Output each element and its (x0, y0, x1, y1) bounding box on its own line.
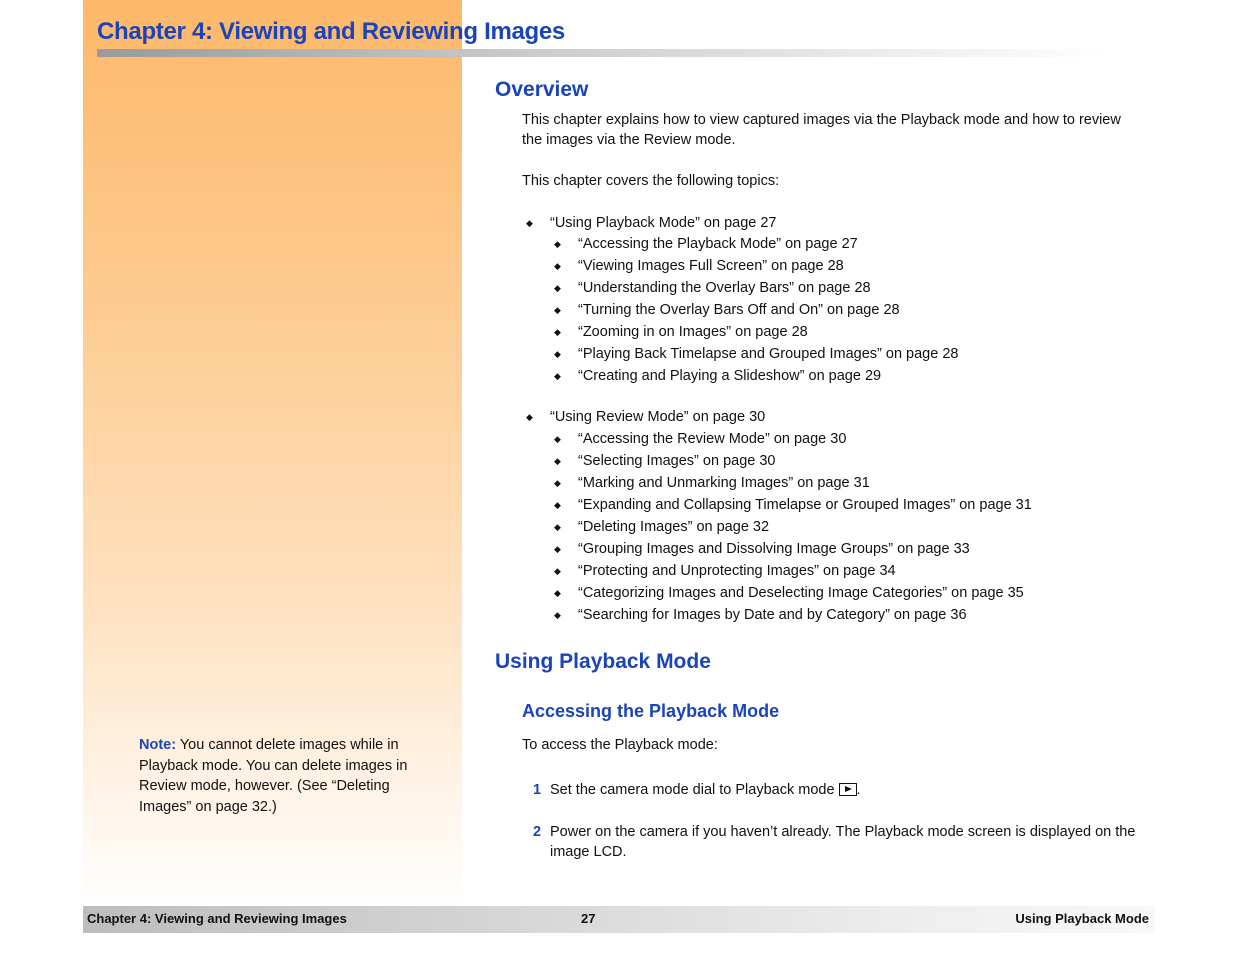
diamond-bullet-icon: ◆ (554, 588, 561, 598)
page-footer (83, 906, 1155, 933)
toc-subitem[interactable]: ◆ “Accessing the Playback Mode” on page 27 (578, 233, 958, 255)
diamond-bullet-icon: ◆ (554, 305, 561, 315)
diamond-bullet-icon: ◆ (554, 610, 561, 620)
toc-subitem[interactable]: ◆ “Searching for Images by Date and by Category” on page 36 (578, 604, 1032, 626)
toc-subitem[interactable]: ◆ “Deleting Images” on page 32 (578, 516, 1032, 538)
step-text: Set the camera mode dial to Playback mode . (550, 782, 861, 798)
toc-subitem[interactable]: ◆ “Protecting and Unprotecting Images” on page 34 (578, 560, 1032, 582)
toc-subitem[interactable]: ◆ “Viewing Images Full Screen” on page 28 (578, 255, 958, 277)
diamond-bullet-icon: ◆ (554, 239, 561, 249)
diamond-bullet-icon: ◆ (554, 456, 561, 466)
footer-section: Using Playback Mode (1015, 911, 1149, 926)
playback-heading: Using Playback Mode (495, 650, 711, 673)
diamond-bullet-icon: ◆ (554, 283, 561, 293)
diamond-bullet-icon: ◆ (554, 261, 561, 271)
toc-subitem[interactable]: ◆ “Creating and Playing a Slideshow” on page 29 (578, 365, 958, 387)
toc-subitem[interactable]: ◆ “Accessing the Review Mode” on page 30 (578, 428, 1032, 450)
toc-subitem[interactable]: ◆ “Expanding and Collapsing Timelapse or Grouped Images” on page 31 (578, 494, 1032, 516)
diamond-bullet-icon: ◆ (526, 412, 533, 422)
toc-subgroup-review (554, 428, 1032, 626)
footer-page-number: 27 (581, 911, 596, 926)
toc-group-review (526, 406, 766, 428)
playback-mode-icon (839, 783, 857, 796)
diamond-bullet-icon: ◆ (554, 434, 561, 444)
step-number: 1 (533, 782, 542, 798)
diamond-bullet-icon: ◆ (554, 500, 561, 510)
note-label: Note: (139, 737, 177, 753)
diamond-bullet-icon: ◆ (554, 371, 561, 381)
toc-subitem[interactable]: ◆ “Turning the Overlay Bars Off and On” on page 28 (578, 299, 958, 321)
diamond-bullet-icon: ◆ (554, 327, 561, 337)
chapter-title: Chapter 4: Viewing and Reviewing Images (97, 18, 565, 45)
overview-covers: This chapter covers the following topics: (522, 173, 780, 189)
diamond-bullet-icon: ◆ (554, 349, 561, 359)
diamond-bullet-icon: ◆ (554, 522, 561, 532)
toc-group-playback (526, 212, 777, 234)
diamond-bullet-icon: ◆ (554, 544, 561, 554)
toc-subitem[interactable]: ◆ “Categorizing Images and Deselecting Image Categories” on page 35 (578, 582, 1032, 604)
toc-subgroup-playback (554, 233, 959, 387)
diamond-bullet-icon: ◆ (554, 478, 561, 488)
diamond-bullet-icon: ◆ (526, 218, 533, 228)
toc-subitem[interactable]: ◆ “Zooming in on Images” on page 28 (578, 321, 958, 343)
step-text: Power on the camera if you haven’t already. The Playback mode screen is displayed on the image LCD. (550, 824, 1136, 860)
toc-subitem[interactable]: ◆ “Understanding the Overlay Bars” on page 28 (578, 277, 958, 299)
toc-subitem[interactable]: ◆ “Selecting Images” on page 30 (578, 450, 1032, 472)
accessing-playback-heading: Accessing the Playback Mode (522, 701, 780, 721)
note-text: You cannot delete images while in Playback mode. You can delete images in Review mode, however. (See “Deleting Images” on page 32.) (139, 737, 408, 815)
overview-heading: Overview (495, 78, 589, 101)
toc-item[interactable]: ◆ “Using Playback Mode” on page 27 (550, 212, 777, 234)
toc-item[interactable]: ◆ “Using Review Mode” on page 30 (550, 406, 765, 428)
toc-subitem[interactable]: ◆ “Marking and Unmarking Images” on page 31 (578, 472, 1032, 494)
step-number: 2 (533, 824, 542, 840)
title-rule (97, 49, 1107, 57)
toc-subitem[interactable]: ◆ “Playing Back Timelapse and Grouped Images” on page 28 (578, 343, 958, 365)
playback-intro: To access the Playback mode: (522, 737, 718, 753)
diamond-bullet-icon: ◆ (554, 566, 561, 576)
toc-subitem[interactable]: ◆ “Grouping Images and Dissolving Image Groups” on page 33 (578, 538, 1032, 560)
sidebar-note (139, 735, 439, 817)
overview-intro: This chapter explains how to view captured images via the Playback mode and how to review the images via the Review mode. (522, 112, 1121, 148)
footer-chapter: Chapter 4: Viewing and Reviewing Images (87, 911, 347, 926)
